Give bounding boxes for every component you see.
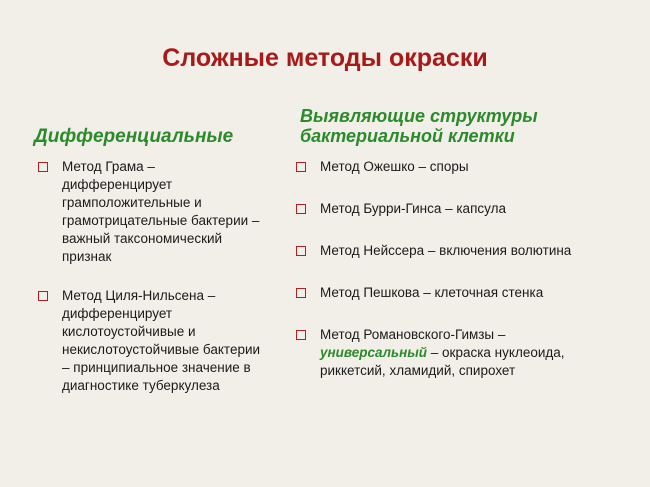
list-item <box>296 158 616 176</box>
list-item <box>296 326 616 380</box>
list-item-text: Метод Бурри-Гинса – капсула <box>320 201 506 216</box>
list-item-text: Метод Нейссера – включения волютина <box>320 243 572 258</box>
right-method-list <box>296 158 616 404</box>
list-item <box>296 200 616 218</box>
square-bullet-icon <box>38 291 48 301</box>
right-column-heading <box>300 106 538 146</box>
square-bullet-icon <box>296 330 306 340</box>
slide-title: Сложные методы окраски <box>162 44 488 72</box>
universal-highlight: универсальный <box>320 345 428 360</box>
left-method-list <box>38 158 263 416</box>
left-column-heading: Дифференциальные <box>34 126 234 147</box>
list-item-text: Метод Ожешко – споры <box>320 159 469 174</box>
list-item <box>38 287 263 395</box>
list-item-text-prefix: Метод Романовского-Гимзы – <box>320 327 506 342</box>
square-bullet-icon <box>296 204 306 214</box>
list-item-text: Метод Циля-Нильсена – дифференцирует кислотоустойчивые и некислотоустойчивые бактерии – принципиальное значение в диагностике туберкулеза <box>62 288 261 393</box>
list-item-text: Метод Грама – дифференцирует грамположительные и грамотрицательные бактерии – важный таксономический признак <box>62 159 260 264</box>
list-item <box>296 284 616 302</box>
list-item <box>296 242 616 260</box>
square-bullet-icon <box>296 288 306 298</box>
list-item-text: Метод Пешкова – клеточная стенка <box>320 285 544 300</box>
square-bullet-icon <box>296 162 306 172</box>
square-bullet-icon <box>296 246 306 256</box>
right-heading-line-2: бактериальной клетки <box>300 126 515 146</box>
right-heading-line-1: Выявляющие структуры <box>300 106 538 126</box>
list-item-text-suffix: – окраска нуклеоида, риккетсий, хламидий, спирохет <box>320 345 565 378</box>
list-item <box>38 158 263 266</box>
square-bullet-icon <box>38 162 48 172</box>
